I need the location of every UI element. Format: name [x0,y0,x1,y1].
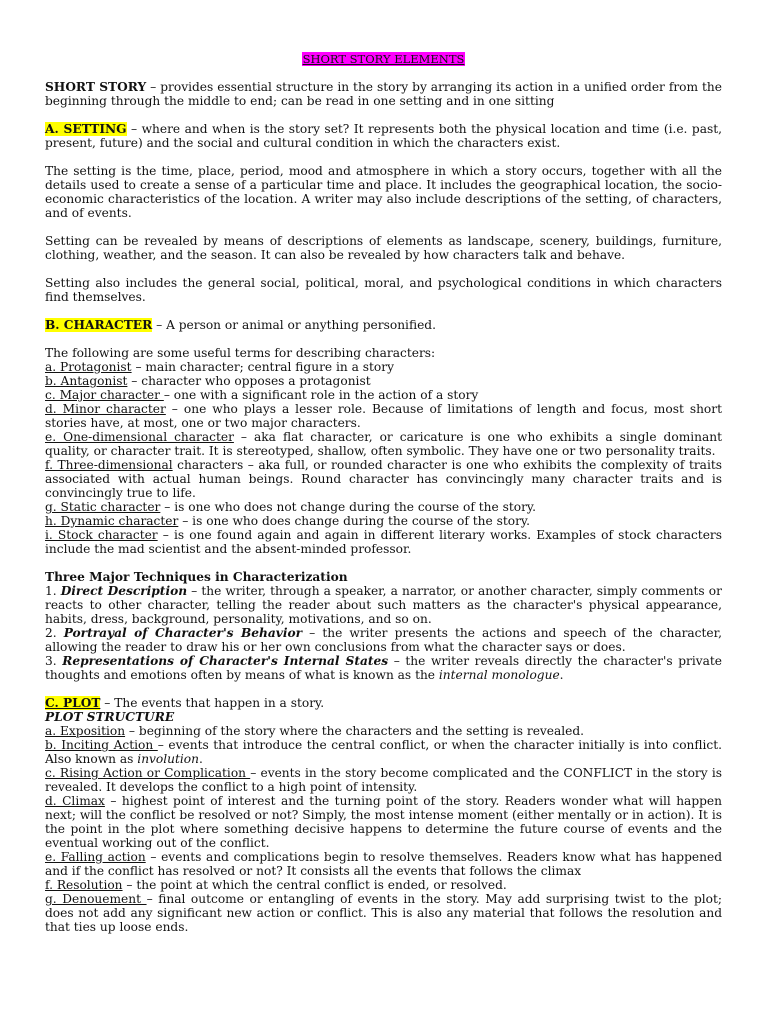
setting-heading: A. SETTING [45,122,127,136]
term-text: – beginning of the story where the characters and the setting is revealed. [125,724,585,738]
term-text: – events and complications begin to resolve themselves. Readers know what has happened and if the conflict has resolved or not? It consists all the events that follows the climax [45,850,722,878]
term-text: – events that introduce the central conflict, or when the character initially is into conflict. Also known as [45,738,722,766]
technique-text: – the writer reveals directly the character's private thoughts and emotions often by means of what is known as the [45,654,722,682]
plot-structure-heading: PLOT STRUCTURE [45,710,175,724]
term-text: – main character; central figure in a story [131,360,394,374]
term-static-character: g. Static character [45,500,161,514]
list-item [45,514,722,528]
term-text: – is one who does change during the course of the story. [178,514,531,528]
item-number: 1. [45,584,61,598]
term-stock-character: i. Stock character [45,528,158,542]
character-terms-intro: The following are some useful terms for describing characters: [45,346,436,360]
term-text: – is one found again and again in different literary works. Examples of stock characters include the mad scientist and the absent-minded professor. [45,528,722,556]
short-story-text: – provides essential structure in the story by arranging its action in a unified order from the beginning through the middle to end; can be read in one setting and in one sitting [45,80,722,108]
setting-paragraph-1: The setting is the time, place, period, mood and atmosphere in which a story occurs, together with all the details used to create a sense of a particular time and place. It includes the geographical location, the socio-economic characteristics of the location. A writer may also include descriptions of the setting, of characters, and of events. [45,164,722,220]
title-block [45,52,722,66]
short-story-term: SHORT STORY [45,80,147,94]
plot-definition [45,696,722,710]
setting-paragraph-3: Setting also includes the general social, political, moral, and psychological conditions in which characters find themselves. [45,276,722,304]
list-item [45,724,722,738]
internal-monologue-term: internal monologue [438,668,560,682]
character-heading: B. CHARACTER [45,318,153,332]
sentence-end: . [199,752,203,766]
term-text: – one who plays a lesser role. Because of limitations of length and focus, most short stories have, at most, one or two major characters. [45,402,722,430]
technique-direct-description: Direct Description [60,584,188,598]
setting-definition [45,122,722,150]
list-item [45,500,722,514]
term-inciting-action: b. Inciting Action [45,738,158,752]
technique-internal-states: Representations of Character's Internal States [62,654,389,668]
list-item [45,584,722,626]
list-item [45,430,722,458]
techniques-heading: Three Major Techniques in Characterization [45,570,348,584]
list-item [45,458,722,500]
term-antagonist: b. Antagonist [45,374,128,388]
technique-text: – the writer, through a speaker, a narrator, or another character, simply comments or reacts to other character, telling the reader about such matters as the character's physical appearance, habits, dress, background, personality, motivations, and so on. [45,584,722,626]
list-item [45,388,722,402]
techniques-section [45,570,722,682]
setting-paragraph-2: Setting can be revealed by means of descriptions of elements as landscape, scenery, buildings, furniture, clothing, weather, and the season. It can also be revealed by how characters talk and behave. [45,234,722,262]
list-item [45,402,722,430]
list-item [45,850,722,878]
list-item [45,738,722,766]
term-minor-character: d. Minor character [45,402,166,416]
list-item [45,766,722,794]
character-definition [45,318,722,332]
term-text: – the point at which the central conflict is ended, or resolved. [122,878,507,892]
term-protagonist: a. Protagonist [45,360,132,374]
term-text: – final outcome or entangling of events in the story. May add surprising twist to the plot; does not add any significant new action or conflict. This is also any material that follows the resolution and that ties up loose ends. [45,892,722,934]
term-denouement: g. Denouement [45,892,147,906]
term-resolution: f. Resolution [45,878,123,892]
term-text: characters – aka full, or rounded character is one who exhibits the complexity of traits associated with actual human beings. Round character has convincingly many character traits and is convincingly true to life. [45,458,722,500]
involution-term: involution [137,752,199,766]
short-story-definition [45,80,722,108]
term-rising-action: c. Rising Action or Complication [45,766,251,780]
document-title: SHORT STORY ELEMENTS [302,52,465,66]
item-number: 3. [45,654,63,668]
term-text: – events in the story become complicated and the CONFLICT in the story is revealed. It develops the conflict to a high point of intensity. [45,766,722,794]
term-falling-action: e. Falling action [45,850,146,864]
character-def-text: – A person or animal or anything personified. [152,318,436,332]
technique-portrayal: Portrayal of Character's Behavior [63,626,303,640]
term-three-dimensional: f. Three-dimensional [45,458,173,472]
character-terms-list [45,346,722,556]
list-item [45,528,722,556]
plot-heading: C. PLOT [45,696,101,710]
list-item [45,794,722,850]
term-one-dimensional: e. One-dimensional character [45,430,234,444]
list-item [45,654,722,682]
term-climax: d. Climax [45,794,105,808]
list-item [45,360,722,374]
sentence-end: . [559,668,564,682]
technique-text: – the writer presents the actions and speech of the character, allowing the reader to draw his or her own conclusions from what the character says or does. [45,626,722,654]
term-text: – is one who does not change during the course of the story. [160,500,537,514]
term-text: – one with a significant role in the action of a story [163,388,479,402]
list-item [45,626,722,654]
document-page [45,52,722,948]
list-item [45,892,722,934]
setting-def-text: – where and when is the story set? It represents both the physical location and time (i.e. past, present, future) and the social and cultural condition in which the characters exist. [45,122,722,150]
term-text: – character who opposes a protagonist [127,374,371,388]
plot-section [45,696,722,934]
term-major-character: c. Major character [45,388,164,402]
term-text: – highest point of interest and the turning point of the story. Readers wonder what will happen next; will the conflict be resolved or not? Simply, the most intense moment (either mentally or in action). It is the point in the plot where something decisive happens to determine the future course of events and the eventual working out of the conflict. [45,794,722,850]
term-exposition: a. Exposition [45,724,126,738]
term-dynamic-character: h. Dynamic character [45,514,179,528]
list-item [45,878,722,892]
list-item [45,374,722,388]
term-text: – aka flat character, or caricature is one who exhibits a single dominant quality, or character trait. It is stereotyped, shallow, often symbolic. They have one or two personality traits. [45,430,723,458]
plot-def-text: – The events that happen in a story. [100,696,325,710]
item-number: 2. [45,626,64,640]
